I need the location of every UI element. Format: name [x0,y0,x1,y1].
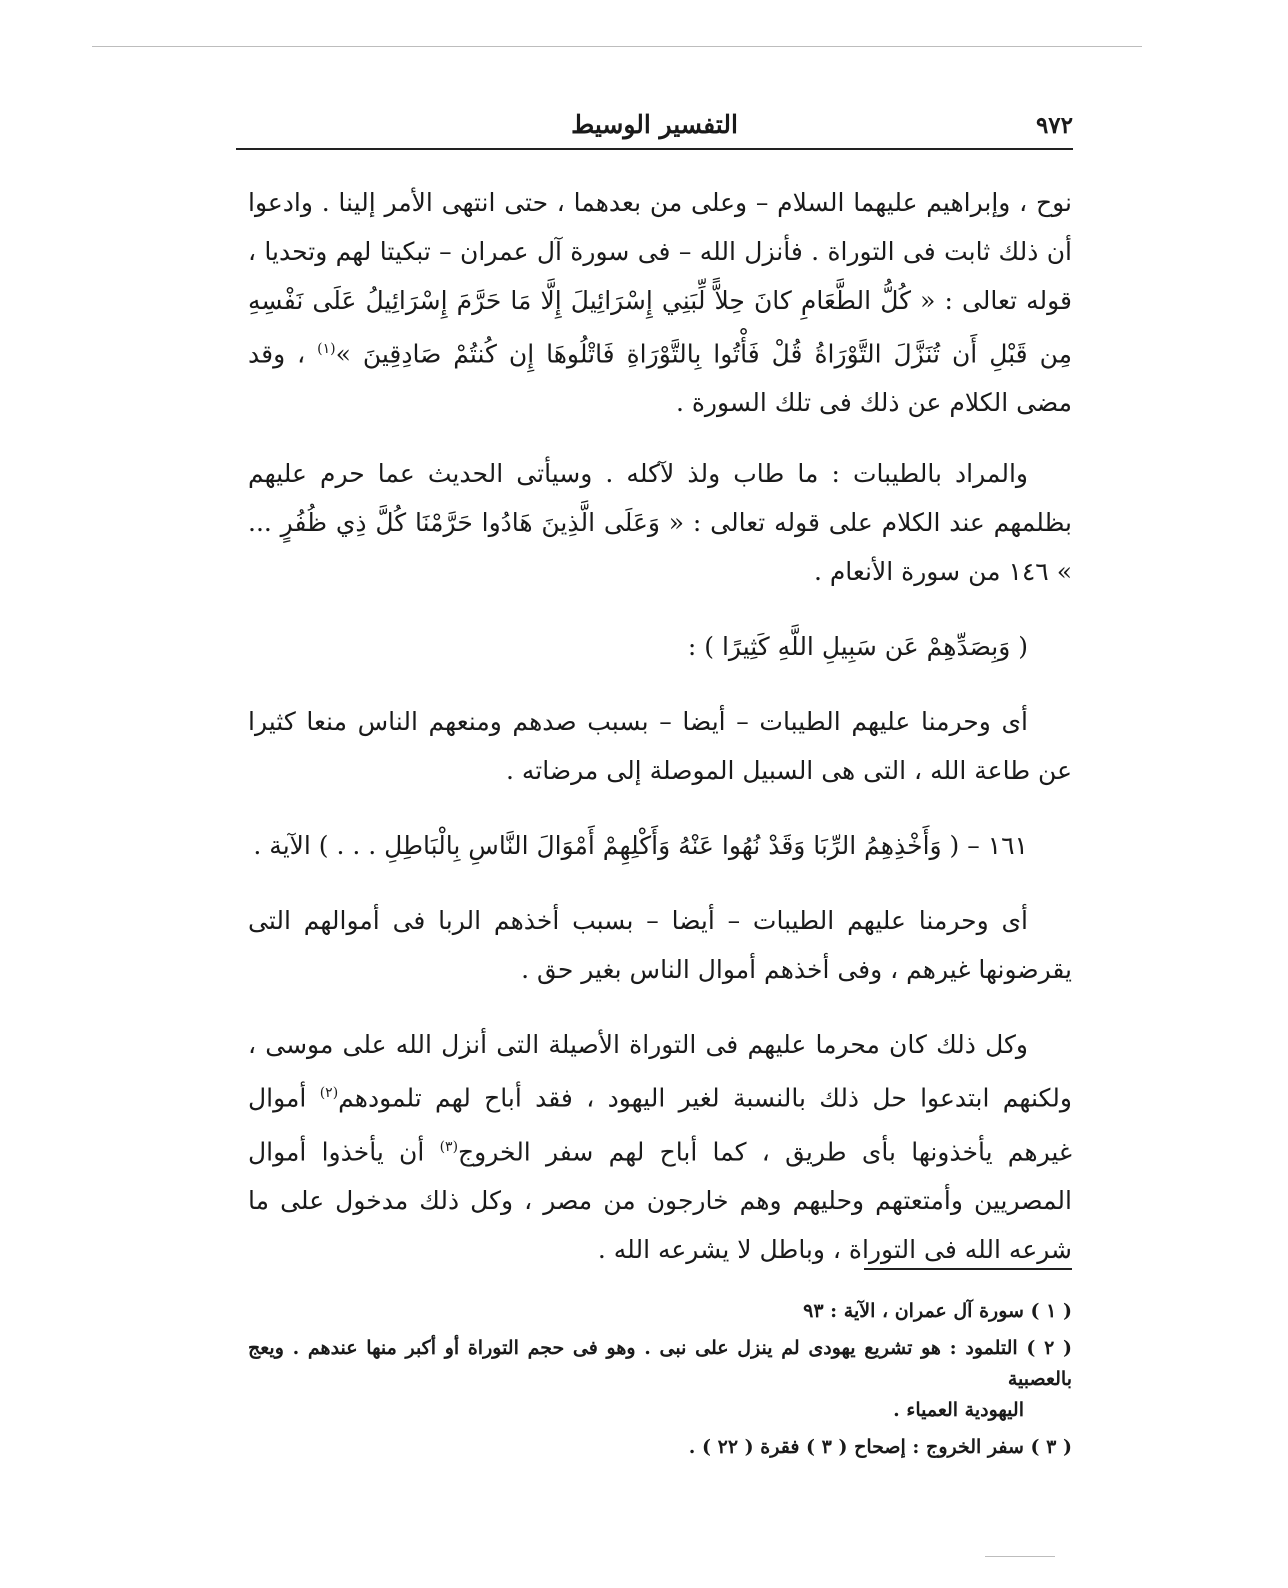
paragraph-1-text: نوح ، وإبراهيم عليهما السلام – وعلى من بعدهما ، حتى انتهى الأمر إلينا . وادعوا أن ذلك ثابت فى التوراة . فأنزل الله – فى سورة آل عمران – تبكيتا لهم وتحديا ، قوله تعالى : « كُلُّ الطَّعَامِ كانَ حِلاًّ لِّبَنِي إِسْرَائِيلَ إِلَّا مَا حَرَّمَ إِسْرَائِيلُ عَلَى نَفْسِهِ مِن قَبْلِ أَن تُنَزَّلَ التَّوْرَاةُ قُلْ فَأْتُوا بِالتَّوْرَاةِ فَاتْلُوهَا إِن كُنتُمْ صَادِقِينَ » [248,188,1072,369]
footnote-2 [248,1333,1072,1426]
main-text [248,178,1072,1300]
paragraph-5-part-b: أموال غيرهم يأخذونها بأى طريق ، كما أباح لهم سفر الخروج [248,1083,1072,1166]
paragraph-5-part-a: وكل ذلك كان محرما عليهم فى التوراة الأصيلة التى أنزل الله على موسى ، ولكنهم ابتدعوا حل ذلك بالنسبة لغير اليهود ، فقد أباح لهم تلمودهم [248,1030,1072,1113]
paragraph-4: أى وحرمنا عليهم الطيبات – أيضا – بسبب أخذهم الربا فى أموالهم التى يقرضونها غيرهم ، وفى أخذهم أموال الناس بغير حق . [248,906,1072,985]
page-number: ٩٧٢ [1035,112,1073,139]
footnote-rule [864,1268,1072,1270]
footnote-2-continuation: اليهودية العمياء . [893,1399,1024,1421]
paragraph-5 [248,1020,1072,1274]
paragraph-3: أى وحرمنا عليهم الطيبات – أيضا – بسبب صدهم ومنعهم الناس منعا كثيرا عن طاعة الله ، التى هى السبيل الموصلة إلى مرضاته . [248,707,1072,786]
page-header [236,110,1073,150]
footnote-ref-1: (١) [317,341,336,357]
paragraph-1-tail: ، وقد مضى الكلام عن ذلك فى تلك السورة . [248,339,1072,418]
header-rule [236,148,1073,150]
scan-edge-mark [985,1556,1055,1557]
paragraph-2: والمراد بالطيبات : ما طاب ولذ لآكله . وسيأتى الحديث عما حرم عليهم بظلمهم عند الكلام على قوله تعالى : « وَعَلَى الَّذِينَ هَادُوا حَرَّمْنَا كُلَّ ذِي ظُفُرٍ ... » ١٤٦ من سورة الأنعام . [248,459,1072,587]
footnote-3: ( ٣ ) سفر الخروج : إصحاح ( ٣ ) فقرة ( ٢٢ ) . [688,1436,1072,1458]
footnote-1: ( ١ ) سورة آل عمران ، الآية : ٩٣ [803,1300,1072,1322]
paragraph-5-part-c: أن يأخذوا أموال المصريين وأمتعتهم وحليهم وهم خارجون من مصر ، وكل ذلك مدخول على ما شرعه الله فى التوراة ، وباطل لا يشرعه الله . [248,1136,1072,1264]
scan-edge-mark [92,46,1142,47]
footnote-ref-3: (٣) [439,1138,459,1155]
verse-quote-1: ( وَبِصَدِّهِمْ عَن سَبِيلِ اللَّهِ كَثِيرًا ) : [687,632,1028,662]
footnote-2-text: ( ٢ ) التلمود : هو تشريع يهودى لم ينزل على نبى . وهو فى حجم التوراة أو أكبر منها عندهم . ويعج بالعصبية [248,1337,1072,1390]
running-title: التفسير الوسيط [571,110,738,139]
paragraph-1 [248,178,1072,427]
footnotes [248,1296,1072,1469]
footnote-ref-2: (٢) [319,1085,339,1102]
verse-quote-2: ١٦١ – ( وَأَخْذِهِمُ الرِّبَا وَقَدْ نُهُوا عَنْهُ وَأَكْلِهِمْ أَمْوَالَ النَّاسِ بِالْبَاطِلِ . . . ) الآية . [253,831,1028,861]
